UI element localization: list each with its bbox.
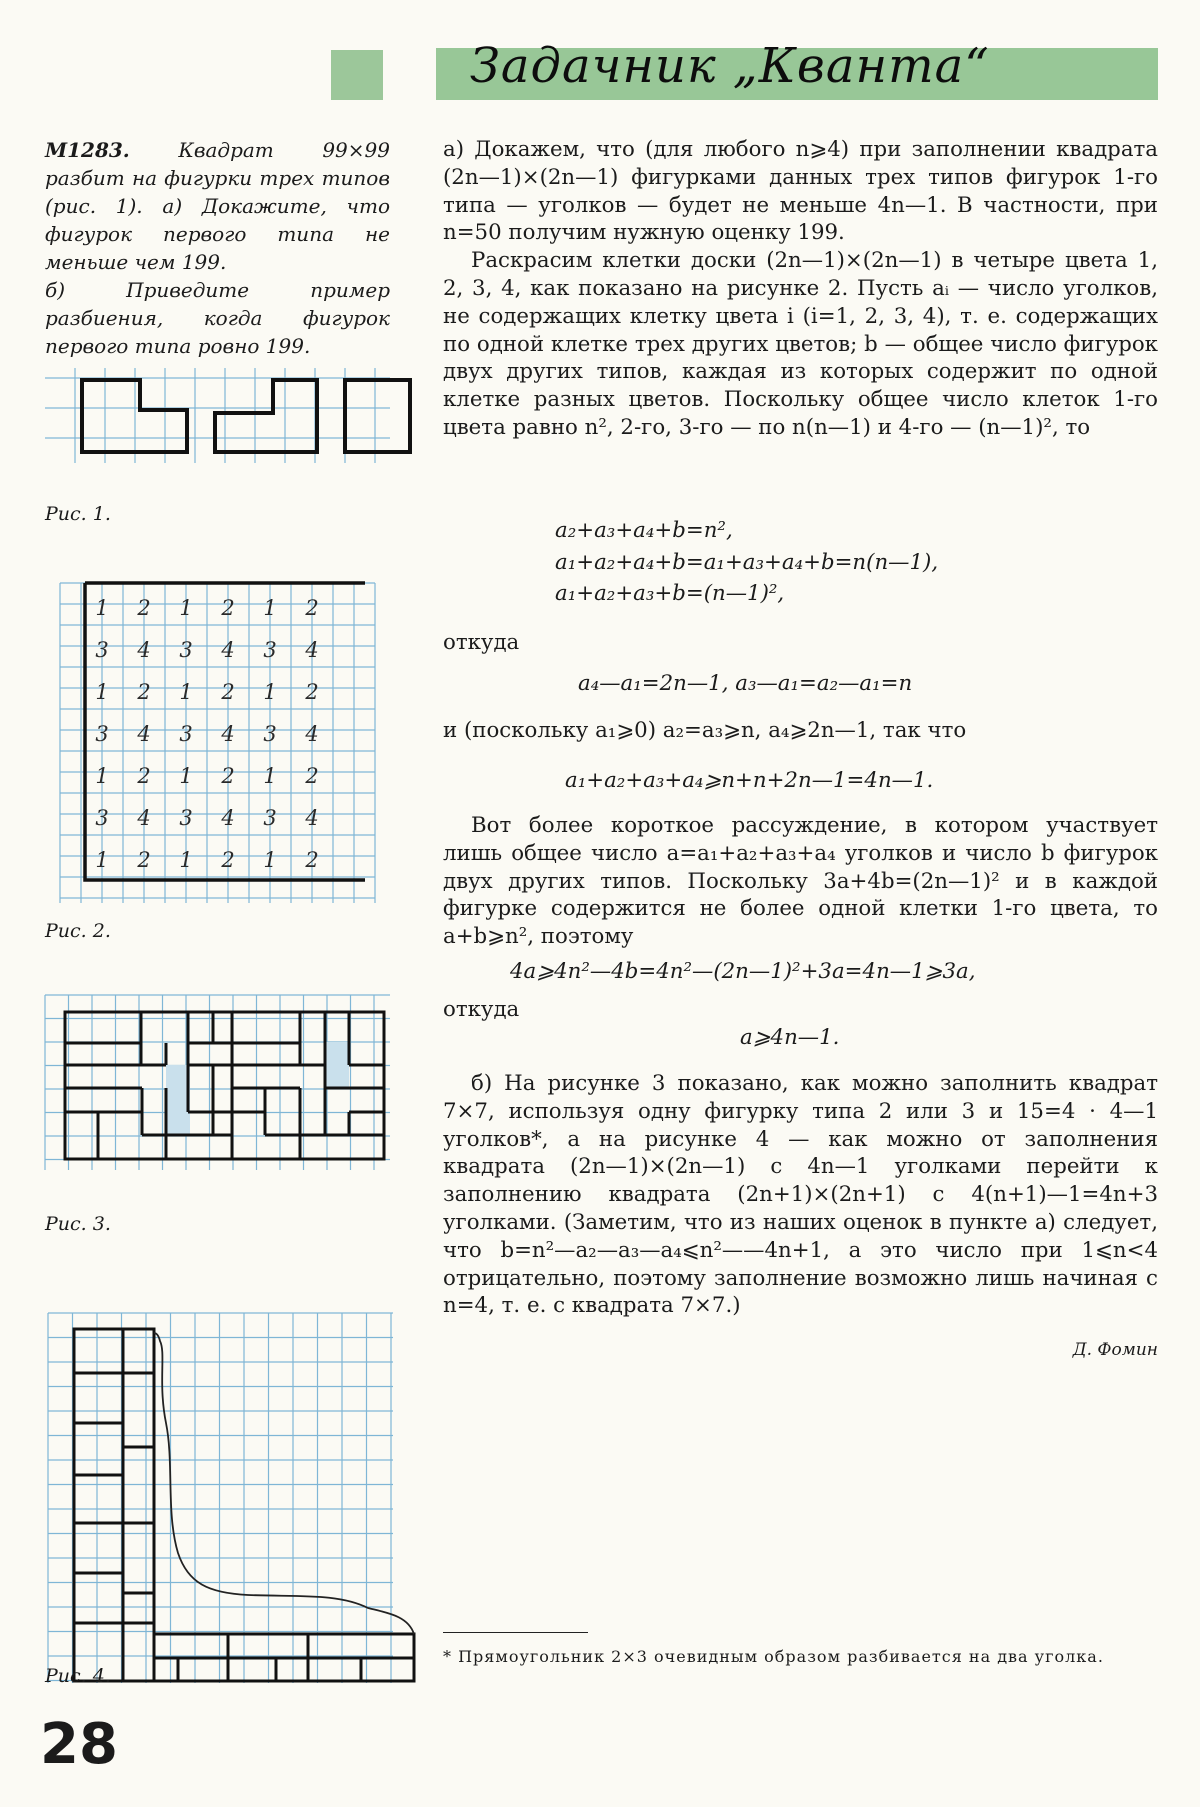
header-title: Задачник „Кванта“ bbox=[470, 38, 990, 94]
cell-color-number: 1 bbox=[95, 848, 109, 872]
solution-paragraph-5: б) На рисунке 3 показано, как можно заполнить квадрат 7×7, используя одну фигурку типа 2 или 3 и 15=4 · 4—1 уголков*, а на рисунке 4 — как можно от заполнения квадрата (2n—1)×(2n—1) с 4n—1 уголками перейти к заполнению квадрата (2n+1)×(2n+1) с 4(n+1)—1=4n+3 уголками. (Заметим, что из наших оценок в пункте а) следует, что b=n²—a₂—a₃—a₄⩽n²——4n+1, а это число при 1⩽n<4 отрицательно, поэтому заполнение возможно лишь начиная с n=4, т. е. с квадрата 7×7.) bbox=[443, 1071, 1158, 1319]
cell-color-number: 3 bbox=[95, 638, 109, 662]
cell-color-number: 1 bbox=[263, 848, 277, 872]
cell-color-number: 4 bbox=[137, 638, 151, 662]
cell-color-number: 3 bbox=[263, 638, 277, 662]
cell-color-number: 2 bbox=[137, 596, 151, 620]
cell-color-number: 1 bbox=[95, 596, 109, 620]
problem-statement bbox=[45, 136, 390, 360]
square-shape bbox=[345, 380, 410, 452]
cell-color-number: 3 bbox=[95, 722, 109, 746]
problem-code: М1283. bbox=[45, 138, 130, 162]
solution-paragraph-4: Вот более короткое рассуждение, в котором участвует лишь общее число a=a₁+a₂+a₃+a₄ уголков и число b фигурок двух других типов. Поскольку 3a+4b=(2n—1)² и в каждой фигурке содержится не более одной клетки 1-го цвета, то a+b⩾n², поэтому bbox=[443, 813, 1158, 950]
caption-fig-4: Рис. 4. bbox=[45, 1665, 111, 1687]
whence-label-1: откуда bbox=[443, 630, 520, 655]
cell-color-number: 2 bbox=[221, 596, 235, 620]
cell-color-number: 2 bbox=[305, 764, 319, 788]
cell-color-number: 3 bbox=[179, 638, 193, 662]
whence-label-2: откуда bbox=[443, 997, 520, 1022]
cell-color-number: 1 bbox=[179, 680, 193, 704]
cell-color-number: 4 bbox=[137, 806, 151, 830]
figure-4 bbox=[48, 1313, 393, 1683]
figure-3-right-tiling bbox=[232, 1012, 384, 1159]
cell-color-number: 3 bbox=[263, 722, 277, 746]
cell-color-number: 3 bbox=[263, 806, 277, 830]
equation-4: a₄—a₁=2n—1, a₃—a₁=a₂—a₁=n bbox=[578, 671, 913, 696]
caption-fig-2: Рис. 2. bbox=[45, 920, 111, 942]
figure-1-grid bbox=[45, 368, 390, 463]
figure-4-grid bbox=[48, 1313, 393, 1683]
cell-color-number: 4 bbox=[221, 722, 235, 746]
cell-color-number: 4 bbox=[221, 806, 235, 830]
equation-2: a₁+a₂+a₄+b=a₁+a₃+a₄+b=n(n—1), bbox=[555, 550, 939, 575]
caption-fig-3: Рис. 3. bbox=[45, 1213, 111, 1235]
header-decor-square bbox=[331, 50, 383, 100]
cell-color-number: 4 bbox=[137, 722, 151, 746]
problem-text: Квадрат 99×99 разбит на фигурки трех типов (рис. 1). а) Докажите, что фигурок первого типа не меньше чем 199. bbox=[45, 138, 390, 274]
figure-3-left-tiling bbox=[65, 1012, 232, 1159]
equation-6: 4a⩾4n²—4b=4n²—(2n—1)²+3a=4n—1⩾3a, bbox=[510, 959, 976, 984]
cell-color-number: 2 bbox=[221, 848, 235, 872]
solution-paragraph-1: а) Докажем, что (для любого n⩾4) при заполнении квадрата (2n—1)×(2n—1) фигурками данных трех типов фигурок 1-го типа — уголков — будет не меньше 4n—1. В частности, при n=50 получим нужную оценку 199. bbox=[443, 137, 1158, 246]
figure-4-boundary bbox=[154, 1333, 414, 1634]
footnote-divider bbox=[443, 1632, 588, 1633]
cell-color-number: 3 bbox=[95, 806, 109, 830]
caption-fig-1: Рис. 1. bbox=[45, 503, 111, 525]
cell-color-number: 1 bbox=[263, 764, 277, 788]
s-shape-outline bbox=[215, 380, 317, 452]
solution-paragraph-2: Раскрасим клетки доски (2n—1)×(2n—1) в четыре цвета 1, 2, 3, 4, как показано на рисунке 2. Пусть aᵢ — число уголков, не содержащих клетку цвета i (i=1, 2, 3, 4), т. е. содержащих по одной клетке трех других цветов; b — общее число фигурок двух других типов, каждая из которых содержит по одной клетке разных цветов. Поскольку общее число клеток 1-го цвета равно n², 2-го, 3-го — по n(n—1) и 4-го — (n—1)², то bbox=[443, 248, 1158, 440]
cell-color-number: 1 bbox=[179, 764, 193, 788]
figure-3-highlight-left bbox=[166, 1065, 190, 1135]
cell-color-number: 2 bbox=[137, 848, 151, 872]
cell-color-number: 1 bbox=[95, 764, 109, 788]
cell-color-number: 3 bbox=[179, 806, 193, 830]
solution-paragraph-3: и (поскольку a₁⩾0) a₂=a₃⩾n, a₄⩾2n—1, так что bbox=[443, 718, 967, 743]
cell-color-number: 2 bbox=[305, 848, 319, 872]
figure-1 bbox=[45, 368, 390, 468]
cell-color-number: 2 bbox=[221, 680, 235, 704]
cell-color-number: 2 bbox=[305, 680, 319, 704]
footnote: * Прямоугольник 2×3 очевидным образом разбивается на два уголка. bbox=[443, 1647, 1104, 1666]
equation-3: a₁+a₂+a₃+b=(n—1)², bbox=[555, 581, 785, 606]
cell-color-number: 1 bbox=[263, 680, 277, 704]
figure-3-highlight-right bbox=[325, 1042, 349, 1088]
solution-part-a-intro bbox=[443, 136, 1158, 442]
cell-color-number: 3 bbox=[179, 722, 193, 746]
cell-color-number: 1 bbox=[263, 596, 277, 620]
cell-color-number: 1 bbox=[179, 848, 193, 872]
cell-color-number: 4 bbox=[221, 638, 235, 662]
equation-1: a₂+a₃+a₄+b=n², bbox=[555, 518, 733, 543]
cell-color-number: 2 bbox=[137, 680, 151, 704]
figure-3 bbox=[45, 995, 390, 1170]
cell-color-number: 2 bbox=[221, 764, 235, 788]
page-number: 28 bbox=[40, 1712, 118, 1777]
equation-7: a⩾4n—1. bbox=[740, 1025, 840, 1050]
cell-color-number: 4 bbox=[305, 806, 319, 830]
problem-part-b: б) Приведите пример разбиения, когда фигурок первого типа ровно 199. bbox=[45, 278, 390, 358]
cell-color-number: 1 bbox=[179, 596, 193, 620]
figure-2 bbox=[60, 575, 375, 905]
equation-5: a₁+a₂+a₃+a₄⩾n+n+2n—1=4n—1. bbox=[565, 768, 934, 793]
cell-color-number: 1 bbox=[95, 680, 109, 704]
cell-color-number: 2 bbox=[137, 764, 151, 788]
cell-color-number: 4 bbox=[305, 722, 319, 746]
cell-color-number: 4 bbox=[305, 638, 319, 662]
cell-color-number: 2 bbox=[305, 596, 319, 620]
author-signature: Д. Фомин bbox=[1072, 1340, 1158, 1360]
